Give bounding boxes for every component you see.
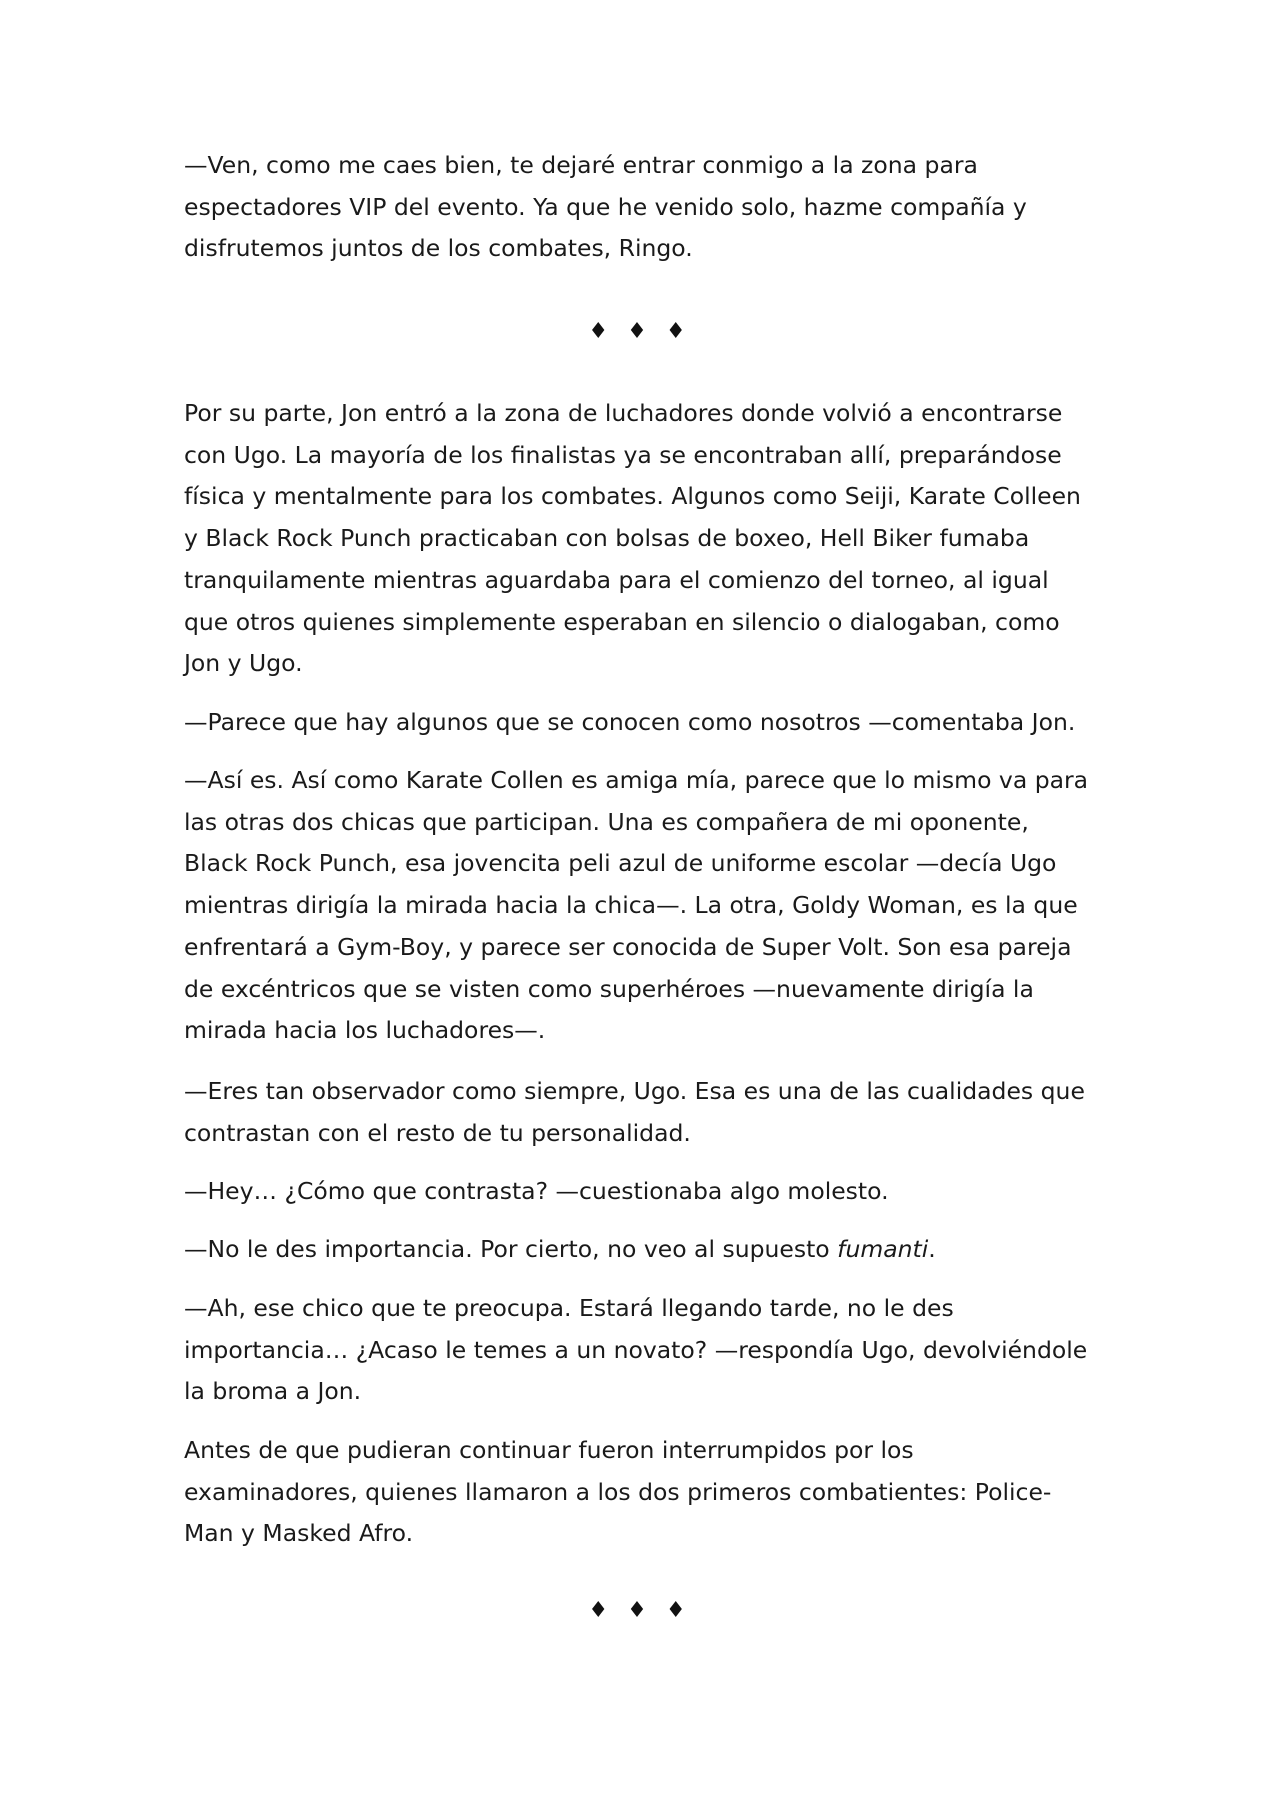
- scene-break-separator: ♦ ♦ ♦: [588, 319, 692, 344]
- text-line: —Ah, ese chico que te preocupa. Estará llegando tarde, no le des: [184, 1294, 954, 1322]
- text-line: de excéntricos que se visten como superhéroes —nuevamente dirigía la: [184, 974, 1034, 1003]
- text-line: la broma a Jon.: [184, 1377, 362, 1406]
- text-line: —Hey… ¿Cómo que contrasta? —cuestionaba algo molesto.: [184, 1177, 889, 1205]
- text-run: —No le des importancia. Por cierto, no veo al supuesto: [184, 1235, 838, 1263]
- text-line: Man y Masked Afro.: [184, 1519, 414, 1548]
- paragraph-dialogue-hey: [184, 1171, 1096, 1213]
- text-line: mientras dirigía la mirada hacia la chica—. La otra, Goldy Woman, es la que: [184, 891, 1078, 920]
- text-line: importancia… ¿Acaso le temes a un novato? —respondía Ugo, devolviéndole: [184, 1335, 1088, 1364]
- text-line: con Ugo. La mayoría de los finalistas ya se encontraban allí, preparándose: [184, 440, 1062, 469]
- paragraph-examiners: [184, 1430, 1096, 1555]
- text-line: que otros quienes simplemente esperaban en silencio o dialogaban, como: [184, 607, 1060, 636]
- text-line: tranquilamente mientras aguardaba para el comienzo del torneo, al igual: [184, 565, 1049, 594]
- text-line: mirada hacia los luchadores—.: [184, 1016, 546, 1045]
- text-line: —Ven, como me caes bien, te dejaré entrar conmigo a la zona para: [184, 151, 978, 179]
- text-line: física y mentalmente para los combates. Algunos como Seiji, Karate Colleen: [184, 482, 1081, 511]
- text-line: Black Rock Punch, esa jovencita peli azul de uniforme escolar —decía Ugo: [184, 849, 1057, 878]
- text-line: Antes de que pudieran continuar fueron interrumpidos por los: [184, 1436, 914, 1464]
- text-line: examinadores, quienes llamaron a los dos primeros combatientes: Police-: [184, 1477, 1052, 1506]
- text-line: —Así es. Así como Karate Collen es amiga mía, parece que lo mismo va para: [184, 766, 1089, 794]
- text-run: .: [928, 1235, 936, 1263]
- paragraph-dialogue-fumanti: [184, 1229, 1096, 1271]
- text-line: —Eres tan observador como siempre, Ugo. Esa es una de las cualidades que: [184, 1077, 1085, 1105]
- paragraph-dialogue-novato: [184, 1288, 1096, 1413]
- text-line: Por su parte, Jon entró a la zona de luchadores donde volvió a encontrarse: [184, 399, 1063, 427]
- paragraph-dialogue-jon: [184, 702, 1096, 744]
- paragraph-fighters-zone: [184, 393, 1096, 685]
- text-line: y Black Rock Punch practicaban con bolsas de boxeo, Hell Biker fumaba: [184, 524, 1030, 553]
- paragraph-dialogue-ugo: [184, 760, 1096, 1052]
- text-line: —Parece que hay algunos que se conocen como nosotros —comentaba Jon.: [184, 708, 1076, 736]
- text-line: [184, 1229, 1096, 1271]
- text-line: espectadores VIP del evento. Ya que he venido solo, hazme compañía y: [184, 192, 1027, 221]
- italic-word: fumanti: [837, 1235, 929, 1263]
- text-line: Jon y Ugo.: [184, 649, 303, 678]
- paragraph-dialogue-observer: [184, 1071, 1096, 1154]
- text-line: contrastan con el resto de tu personalidad.: [184, 1118, 691, 1147]
- scene-break-separator-bottom: ♦ ♦ ♦: [588, 1598, 692, 1623]
- text-line: las otras dos chicas que participan. Una es compañera de mi oponente,: [184, 807, 1029, 836]
- text-line: enfrentará a Gym-Boy, y parece ser conocida de Super Volt. Son esa pareja: [184, 932, 1072, 961]
- text-line: disfrutemos juntos de los combates, Ringo.: [184, 234, 693, 263]
- paragraph-dialogue-vip: [184, 145, 1096, 270]
